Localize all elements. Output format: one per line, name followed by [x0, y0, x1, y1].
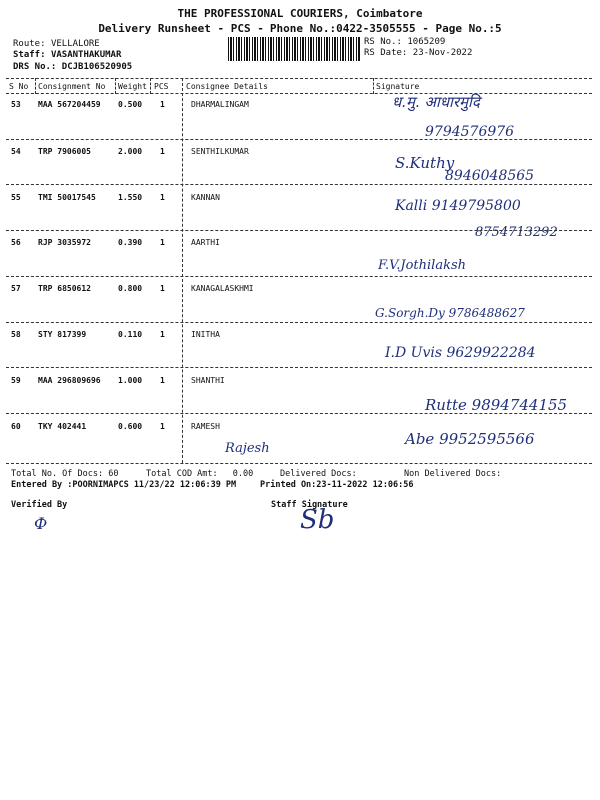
verified-initial-mark: Ф	[34, 514, 48, 533]
row-consignee: AARTHI	[191, 238, 220, 247]
row-sno: 58	[11, 330, 21, 339]
rs-date-label: RS Date:	[364, 48, 408, 58]
row-weight: 0.800	[118, 284, 143, 293]
phone-page-info: Phone No.:0422-3505555 - Page No.:5	[269, 22, 502, 35]
col-consignment: Consignment No	[38, 82, 106, 91]
row-consignee: DHARMALINGAM	[191, 100, 249, 109]
rs-no-label: RS No.:	[364, 37, 402, 47]
route-label: Route:	[13, 39, 46, 49]
table-bottom-rule	[6, 463, 592, 464]
verified-by-text: Verified By	[11, 500, 68, 510]
row-sno: 53	[11, 100, 21, 109]
row-consignment: RJP 3035972	[38, 238, 91, 247]
row-rule	[6, 367, 592, 368]
row-weight: 0.600	[118, 422, 143, 431]
row-sno: 57	[11, 284, 21, 293]
entered-by	[11, 480, 236, 490]
staff-value: VASANTHAKUMAR	[50, 50, 122, 60]
non-delivered-docs-label: Non Delivered Docs:	[404, 469, 502, 479]
runsheet-subtitle	[0, 22, 600, 35]
rs-no-line	[364, 37, 445, 47]
row-weight: 0.500	[118, 100, 143, 109]
route-value: VELLALORE	[50, 39, 100, 49]
row-rule	[6, 139, 592, 140]
col-divider	[373, 78, 374, 94]
entered-by-text: Entered By :POORNIMAPCS 11/23/22 12:06:39 PM	[11, 480, 237, 490]
delivered-docs-label: Delivered Docs:	[280, 469, 357, 479]
row-consignment: MAA 567204459	[38, 100, 101, 109]
route-line	[13, 39, 100, 49]
drs-label: DRS No.:	[13, 62, 57, 72]
row-consignment: STY 817399	[38, 330, 87, 339]
signature-handwriting: I.D Uvis 9629922284	[385, 345, 536, 361]
signature-handwriting: G.Sorgh.Dy 9786488627	[375, 306, 525, 320]
total-docs-value: 60	[108, 469, 119, 479]
signature-handwriting: F.V.Jothilaksh	[378, 258, 466, 273]
col-signature: Signature	[376, 82, 420, 91]
row-consignment: TKY 402441	[38, 422, 87, 431]
row-pcs: 1	[160, 100, 165, 109]
table-header-rule	[6, 93, 592, 94]
col-divider	[35, 78, 36, 94]
row-rule	[6, 184, 592, 185]
row-consignee: KANNAN	[191, 193, 220, 202]
signature-phone: 9794576976	[425, 124, 515, 140]
barcode	[228, 37, 360, 61]
total-cod-label: Total COD Amt:	[146, 469, 218, 479]
row-consignment: TMI 50017545	[38, 193, 96, 202]
row-rule	[6, 276, 592, 277]
row-consignee: RAMESH	[191, 422, 220, 431]
row-rule	[6, 413, 592, 414]
rs-date-line	[364, 48, 472, 58]
row-consignment: TRP 7906005	[38, 147, 91, 156]
row-sno: 55	[11, 193, 21, 202]
drs-value: DCJB106520905	[61, 62, 133, 72]
row-rule	[6, 322, 592, 323]
signature-phone: 8946048565	[445, 168, 535, 184]
row-consignment: TRP 6850612	[38, 284, 91, 293]
row-pcs: 1	[160, 330, 165, 339]
rs-no-value: 1065209	[407, 37, 446, 47]
printed-on	[260, 480, 414, 490]
signature-handwriting: ध.मु. आधारमुदि	[392, 93, 480, 111]
col-sno: S No	[9, 82, 29, 91]
total-docs-label: Total No. Of Docs:	[11, 469, 104, 479]
row-consignee: KANAGALASKHMI	[191, 284, 254, 293]
signature-handwriting: Rutte 9894744155	[425, 396, 568, 414]
row-consignee: SENTHILKUMAR	[191, 147, 249, 156]
row-sno: 56	[11, 238, 21, 247]
staff-signature-text: Staff Signature	[271, 500, 348, 510]
row-weight: 0.110	[118, 330, 143, 339]
row-pcs: 1	[160, 284, 165, 293]
row-pcs: 1	[160, 238, 165, 247]
row-weight: 1.550	[118, 193, 143, 202]
row-weight: 2.000	[118, 147, 143, 156]
row-sno: 59	[11, 376, 21, 385]
rs-date-value: 23-Nov-2022	[412, 48, 473, 58]
cod-line	[146, 469, 253, 479]
row-pcs: 1	[160, 193, 165, 202]
signature-handwriting: S.Kuthy	[395, 154, 455, 172]
staff-signature-mark: Sb	[300, 505, 335, 535]
runsheet-label: Delivery Runsheet - PCS -	[98, 22, 264, 35]
total-cod-value: 0.00	[232, 469, 254, 479]
signature-phone: 8754713292	[475, 225, 558, 240]
row-consignee: INITHA	[191, 330, 220, 339]
row-pcs: 1	[160, 376, 165, 385]
signature-handwriting: Rajesh	[225, 441, 270, 456]
printed-on-text: Printed On:23-11-2022 12:06:56	[260, 480, 414, 490]
table-top-rule	[6, 78, 592, 79]
row-consignment: MAA 296809696	[38, 376, 101, 385]
staff-label: Staff:	[13, 50, 46, 60]
row-sno: 60	[11, 422, 21, 431]
col-consignee: Consignee Details	[186, 82, 268, 91]
row-weight: 0.390	[118, 238, 143, 247]
row-pcs: 1	[160, 422, 165, 431]
verified-by-label	[11, 500, 67, 510]
col-pcs: PCS	[154, 82, 169, 91]
row-sno: 54	[11, 147, 21, 156]
row-pcs: 1	[160, 147, 165, 156]
row-rule	[6, 230, 592, 231]
totals-line	[11, 469, 119, 479]
signature-handwriting: Kalli 9149795800	[395, 198, 521, 214]
company-title: THE PROFESSIONAL COURIERS, Coimbatore	[177, 7, 423, 20]
row-weight: 1.000	[118, 376, 143, 385]
row-consignee: SHANTHI	[191, 376, 225, 385]
col-divider	[115, 78, 116, 94]
staff-line	[13, 50, 121, 60]
col-weight: Weight	[118, 82, 147, 91]
col-divider	[150, 78, 151, 94]
signature-phone: Abe 9952595566	[405, 430, 535, 448]
col-divider	[182, 78, 183, 463]
drs-line	[13, 62, 132, 72]
